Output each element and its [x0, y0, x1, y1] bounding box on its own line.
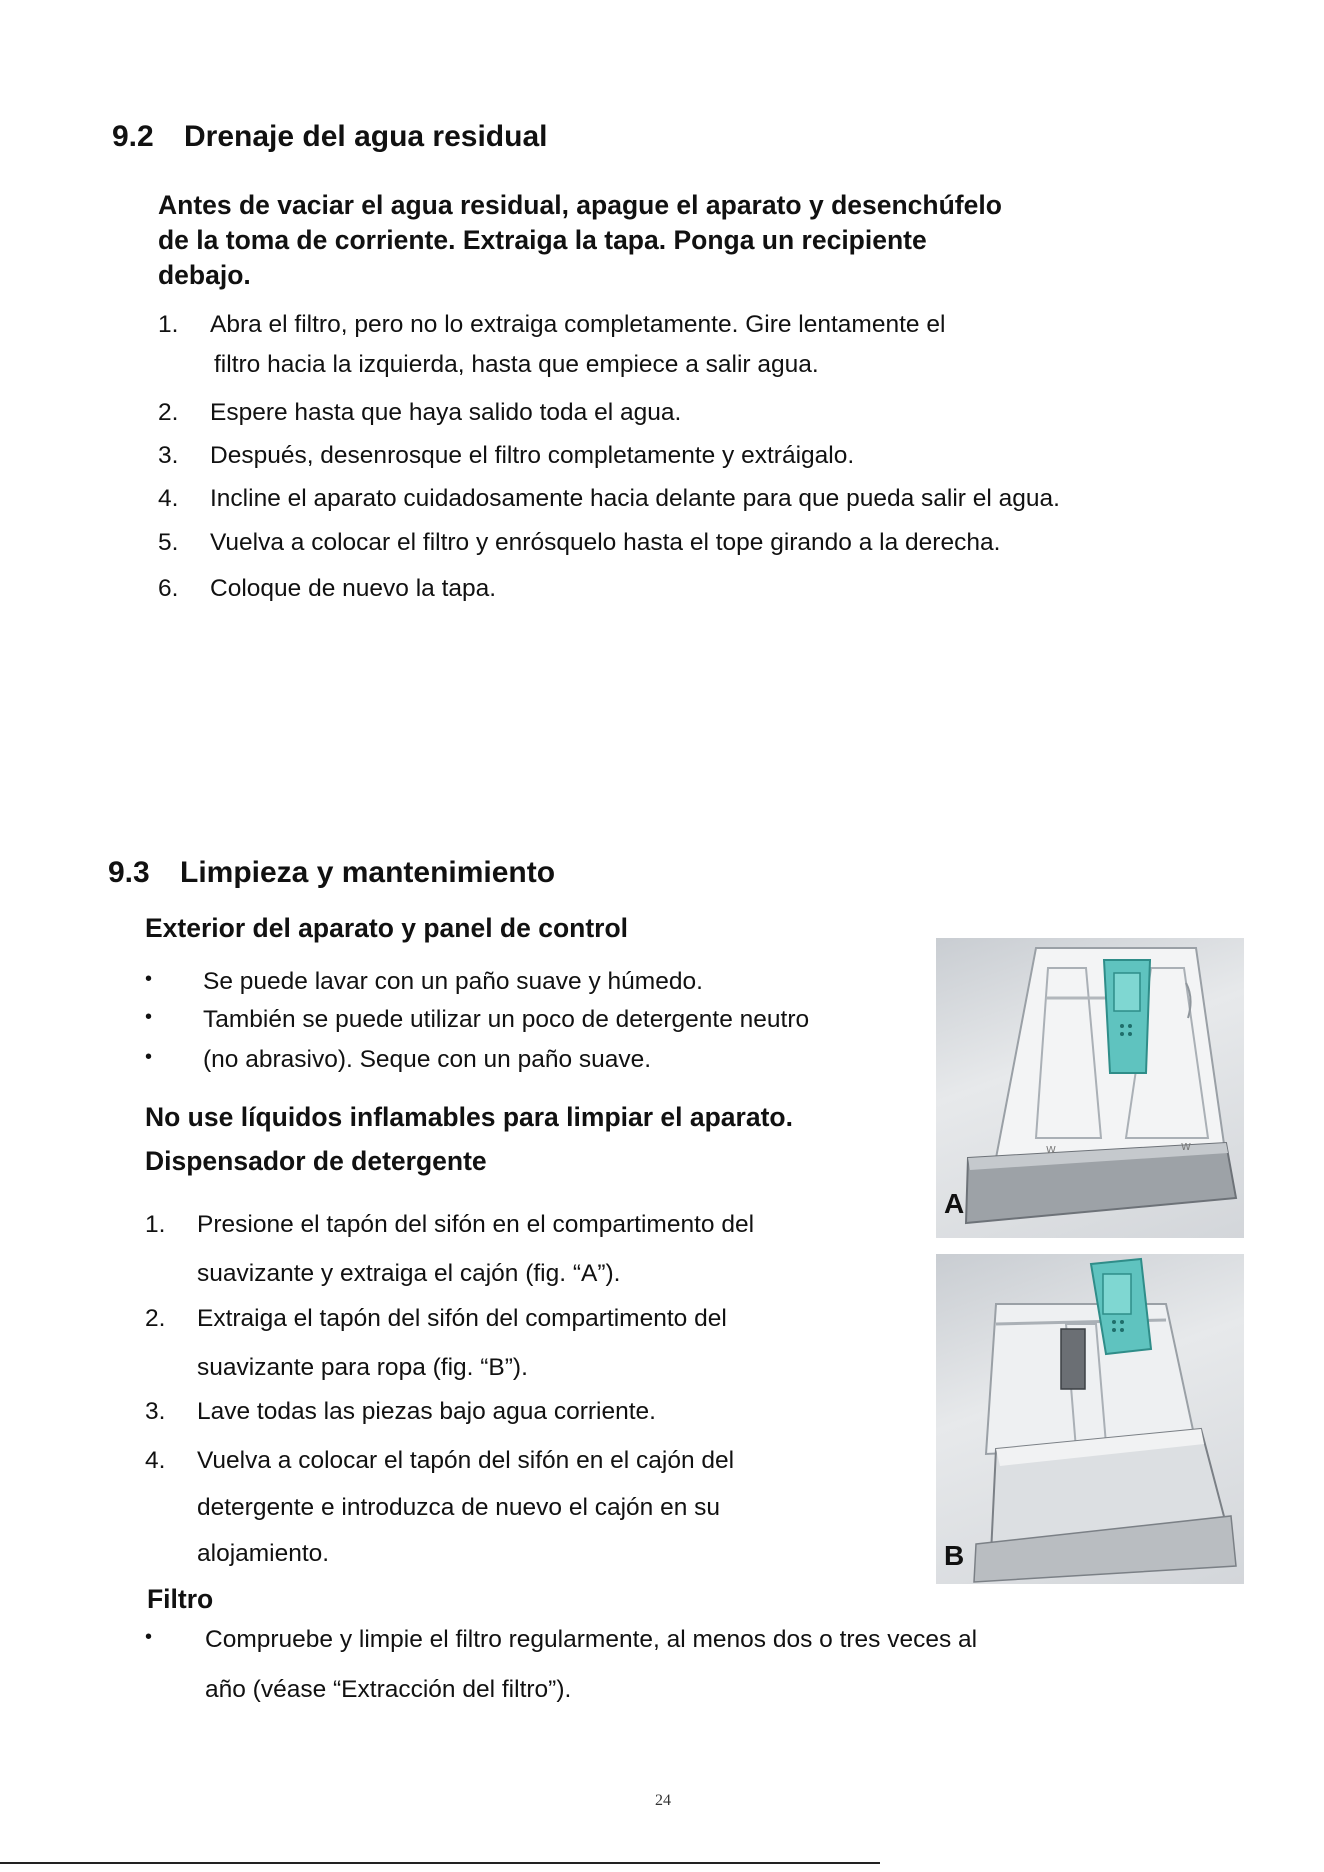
figure-b-label: B [944, 1540, 965, 1571]
step-number: 2. [158, 399, 179, 426]
svg-text:W: W [1046, 1145, 1056, 1156]
section-title: Limpieza y mantenimiento [180, 856, 556, 889]
step-text: suavizante y extraiga el cajón (fig. “A”). [197, 1260, 621, 1287]
step-text: Abra el filtro, pero no lo extraiga completamente. Gire lentamente el [210, 311, 946, 338]
dispenser-subheading: Dispensador de detergente [145, 1146, 487, 1176]
bullet-icon: • [145, 1046, 153, 1068]
step-text: Espere hasta que haya salido toda el agua. [210, 399, 682, 426]
warning-text: No use líquidos inflamables para limpiar el aparato. [145, 1102, 793, 1132]
section-title: Drenaje del agua residual [184, 120, 548, 153]
section-9-3-heading [108, 856, 555, 890]
intro-line: de la toma de corriente. Extraiga la tapa. Ponga un recipiente [158, 225, 927, 255]
step-number: 1. [158, 311, 179, 338]
step-number: 4. [145, 1447, 166, 1474]
detergent-drawer-illustration-icon [936, 938, 1244, 1238]
step-number: 3. [145, 1398, 166, 1425]
step-text: Presione el tapón del sifón en el compartimento del [197, 1211, 755, 1238]
bullet-icon: • [145, 1006, 153, 1028]
step-number: 4. [158, 485, 179, 512]
step-text: alojamiento. [197, 1540, 330, 1567]
step-text: Vuelva a colocar el tapón del sifón en el cajón del [197, 1447, 735, 1474]
step-text: Coloque de nuevo la tapa. [210, 575, 497, 602]
step-text: Extraiga el tapón del sifón del compartimento del [197, 1305, 727, 1332]
step-number: 6. [158, 575, 179, 602]
intro-line: debajo. [158, 260, 251, 290]
step-number: 1. [145, 1211, 166, 1238]
step-text: filtro hacia la izquierda, hasta que empiece a salir agua. [214, 351, 819, 378]
bullet-icon: • [145, 968, 153, 990]
intro-line: Antes de vaciar el agua residual, apague el aparato y desenchúfelo [158, 190, 1002, 220]
exterior-subheading: Exterior del aparato y panel de control [145, 913, 629, 943]
section-number: 9.3 [108, 856, 150, 889]
siphon-cap-removed-illustration-icon [936, 1254, 1244, 1584]
section-9-2-heading [112, 120, 547, 154]
bullet-text: año (véase “Extracción del filtro”). [205, 1676, 572, 1703]
section-number: 9.2 [112, 120, 154, 153]
figure-a [936, 938, 1244, 1238]
svg-text:W: W [1181, 1142, 1191, 1153]
step-text: Después, desenrosque el filtro completamente y extráigalo. [210, 442, 855, 469]
bullet-text: Compruebe y limpie el filtro regularmente, al menos dos o tres veces al [205, 1626, 978, 1653]
step-number: 2. [145, 1305, 166, 1332]
step-number: 5. [158, 529, 179, 556]
drain-intro [158, 188, 1002, 293]
figure-b [936, 1254, 1244, 1584]
step-text: Vuelva a colocar el filtro y enrósquelo hasta el tope girando a la derecha. [210, 529, 1001, 556]
page-number: 24 [655, 1792, 671, 1809]
step-text: Incline el aparato cuidadosamente hacia delante para que pueda salir el agua. [210, 485, 1060, 512]
bullet-text: Se puede lavar con un paño suave y húmedo. [203, 968, 703, 995]
step-text: detergente e introduzca de nuevo el cajón en su [197, 1494, 721, 1521]
step-text: Lave todas las piezas bajo agua corriente. [197, 1398, 656, 1425]
footer-divider [0, 1862, 880, 1864]
step-text: suavizante para ropa (fig. “B”). [197, 1354, 528, 1381]
filter-subheading: Filtro [147, 1584, 214, 1614]
bullet-text: (no abrasivo). Seque con un paño suave. [203, 1046, 652, 1073]
bullet-icon: • [145, 1626, 153, 1648]
figure-a-label: A [944, 1188, 965, 1219]
step-number: 3. [158, 442, 179, 469]
bullet-text: También se puede utilizar un poco de detergente neutro [203, 1006, 810, 1033]
